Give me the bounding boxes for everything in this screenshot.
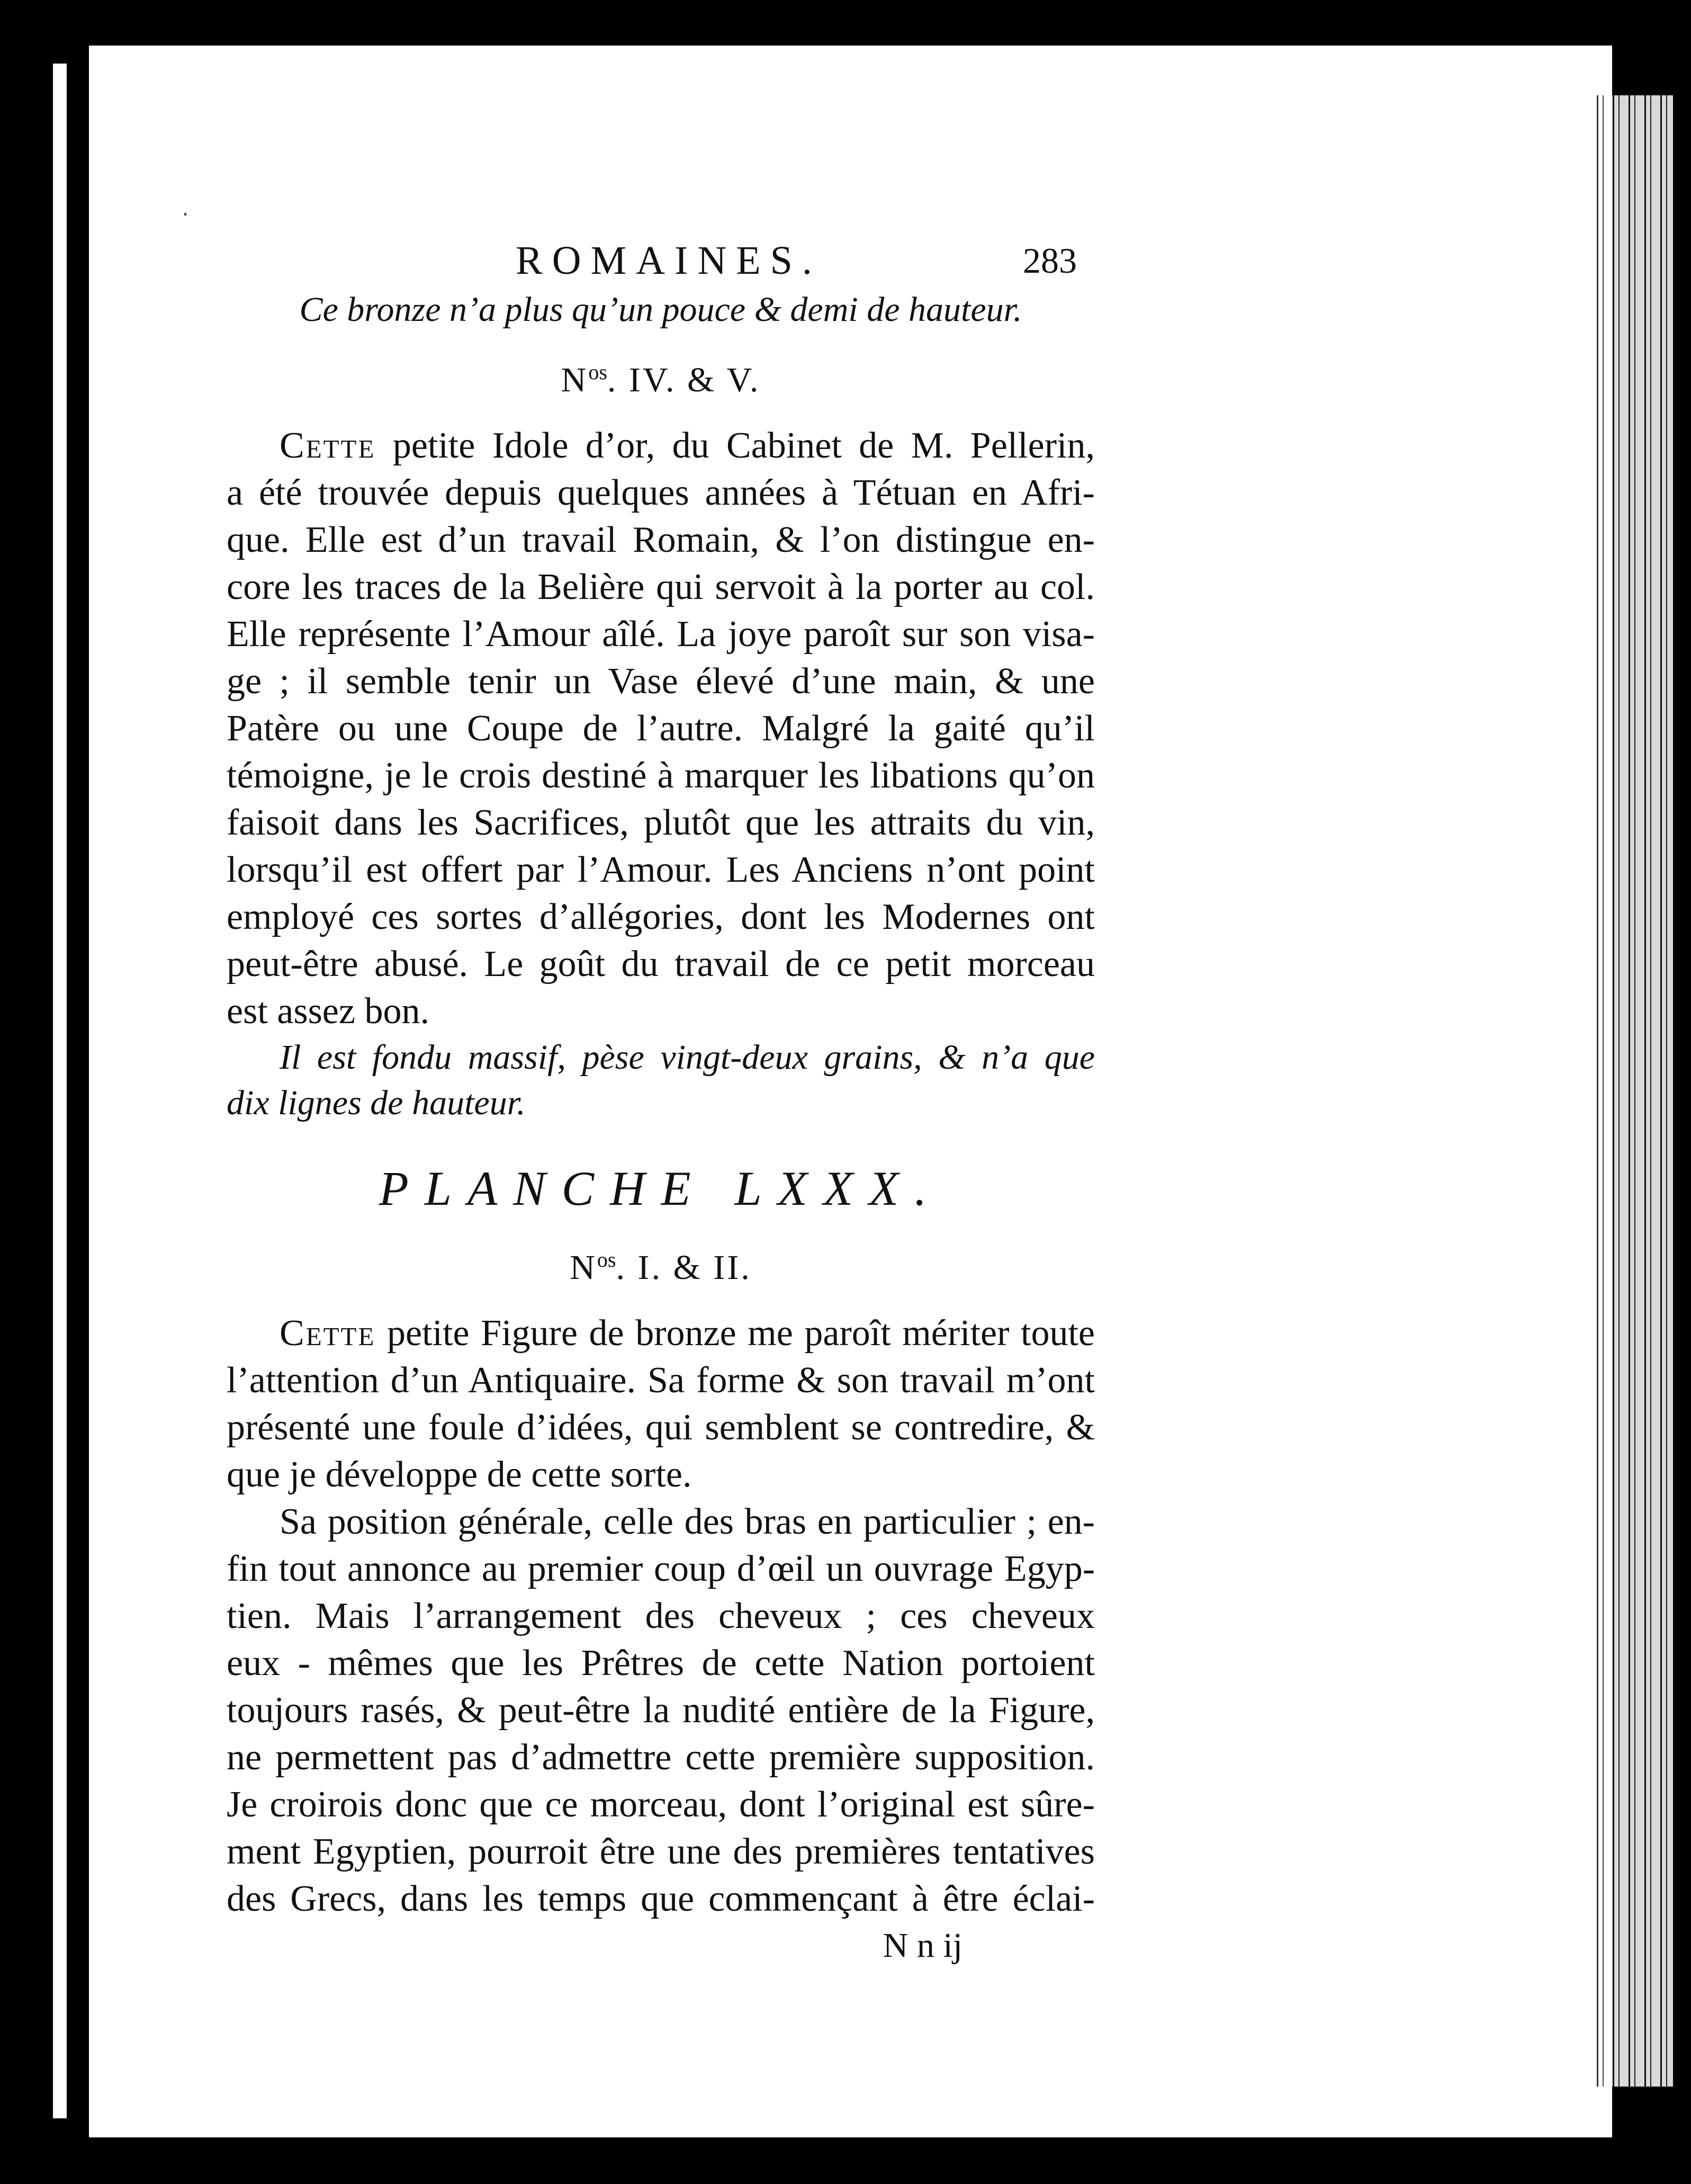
text-line: peut-être abusé. Le goût du travail de ce petit morceau — [227, 944, 1095, 984]
text-line: faisoit dans les Sacrifices, plutôt que les attraits du vin, — [227, 802, 1095, 843]
text-block — [227, 234, 1095, 1967]
section-heading-i-ii — [227, 1231, 1095, 1297]
line-rest: petite Figure de bronze me paroît mériter toute — [375, 1313, 1095, 1354]
text-line: fin tout annonce au premier coup d’œil un ouvrage Egyp- — [227, 1549, 1095, 1589]
text-line: Je croirois donc que ce morceau, dont l’original est sûre- — [227, 1784, 1095, 1825]
text-line: présenté une foule d’idées, qui semblent se contredire, & — [227, 1407, 1095, 1448]
plate-title: PLANCHE LXXX. — [379, 1161, 943, 1215]
text-line: lorsqu’il est offert par l’Amour. Les Anciens n’ont point — [227, 849, 1095, 890]
text-line: ne permettent pas d’admettre cette première supposition. — [227, 1737, 1095, 1778]
page-number: 283 — [1023, 240, 1077, 281]
text-line: Patère ou une Coupe de l’autre. Malgré la gaité qu’il — [227, 708, 1095, 749]
heading-sup: os — [597, 1248, 616, 1272]
page-binding-edge — [53, 64, 67, 2118]
note-line: dix lignes de hauteur. — [227, 1084, 526, 1122]
paragraph-position — [227, 1498, 1095, 1922]
scan-speck — [184, 213, 186, 216]
text-line: est assez bon. — [227, 991, 429, 1032]
text-line: tien. Mais l’arrangement des cheveux ; ces cheveux — [227, 1596, 1095, 1636]
heading-prefix: N — [561, 361, 589, 399]
line-rest: petite Idole d’or, du Cabinet de M. Pellerin, — [375, 425, 1095, 466]
text-line: Sa position générale, celle des bras en particulier ; en- — [280, 1501, 1095, 1542]
text-line: témoigne, je le crois destiné à marquer les libations qu’on — [227, 755, 1095, 796]
text-line: core les traces de la Belière qui servoit à la porter au col. — [227, 567, 1095, 607]
heading-sup: os — [588, 360, 607, 384]
first-word: Cette — [280, 425, 376, 466]
text-line: eux - mêmes que les Prêtres de cette Nation portoient — [227, 1643, 1095, 1684]
heading-rest: . I. & II. — [616, 1248, 752, 1287]
text-line: toujours rasés, & peut-être la nudité entière de la Figure, — [227, 1690, 1095, 1731]
measurement-note — [227, 1035, 1095, 1126]
text-line: employé ces sortes d’allégories, dont les Modernes ont — [227, 897, 1095, 937]
running-head-title: ROMAINES. — [516, 238, 822, 283]
text-line: que. Elle est d’un travail Romain, & l’on distingue en- — [227, 520, 1095, 560]
paragraph-idole — [227, 422, 1095, 1035]
text-line: que je développe de cette sorte. — [227, 1454, 692, 1495]
text-line: l’attention d’un Antiquaire. Sa forme & son travail m’ont — [227, 1360, 1095, 1401]
text-line — [227, 1310, 1095, 1357]
first-word: Cette — [280, 1313, 376, 1354]
text-line: a été trouvée depuis quelques années à Tétuan en Afri- — [227, 472, 1095, 513]
section-heading-iv-v — [227, 343, 1095, 409]
signature-mark: N n ij — [883, 1926, 963, 1965]
running-head — [227, 234, 1095, 287]
page-fore-edge — [1594, 95, 1673, 2087]
note-line: Il est fondu massif, pèse vingt-deux grains, & n’a que — [280, 1038, 1095, 1077]
text-line: ment Egyptien, pourroit être une des premières tentatives — [227, 1831, 1095, 1872]
text-line: ge ; il semble tenir un Vase élevé d’une main, & une — [227, 661, 1095, 702]
heading-rest: . IV. & V. — [607, 361, 761, 399]
text-line: des Grecs, dans les temps que commençant à être éclai- — [227, 1878, 1095, 1919]
paragraph-figure — [227, 1310, 1095, 1498]
text-line: Elle représente l’Amour aîlé. La joye paroît sur son visa- — [227, 614, 1095, 655]
intro-note: Ce bronze n’a plus qu’un pouce & demi de hauteur. — [299, 290, 1022, 329]
heading-prefix: N — [570, 1248, 597, 1287]
text-line — [227, 422, 1095, 469]
